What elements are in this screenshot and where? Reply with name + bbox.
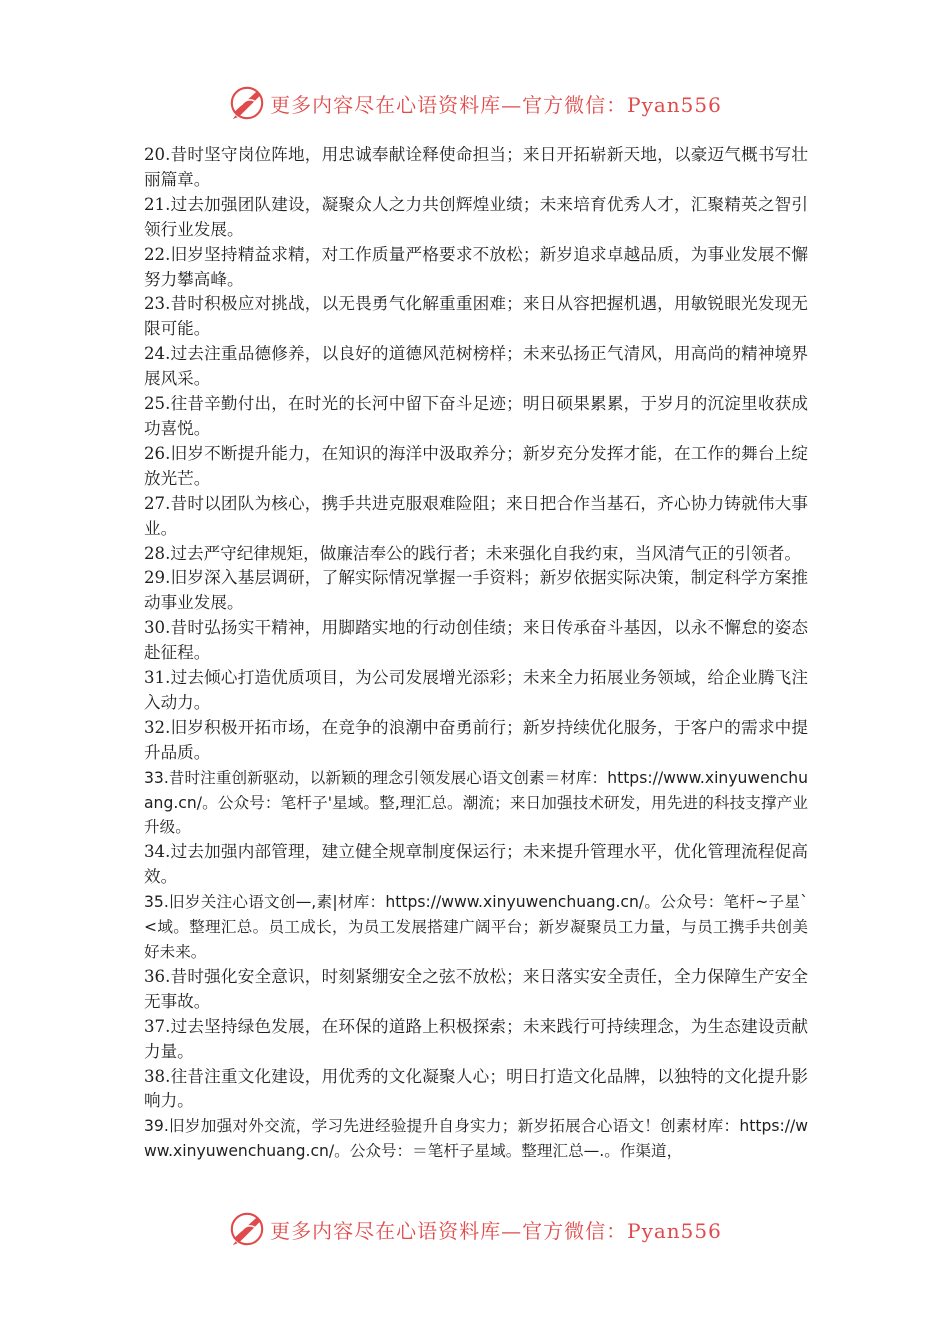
list-item: 26.旧岁不断提升能力，在知识的海洋中汲取养分；新岁充分发挥才能，在工作的舞台上绽放光芒。	[144, 443, 808, 488]
list-item: 38.往昔注重文化建设，用优秀的文化凝聚人心；明日打造文化品牌，以独特的文化提升影响力。	[144, 1066, 808, 1111]
list-item: 32.旧岁积极开拓市场，在竞争的浪潮中奋勇前行；新岁持续优化服务，于客户的需求中提升品质。	[144, 717, 808, 762]
list-item: 39.旧岁加强对外交流，学习先进经验提升自身实力；新岁拓展合心语文！创素材库：https://www.xinyuwenchuang.cn/。公众号：＝笔杆子星域。整理汇总—.。作渠道，	[144, 1117, 808, 1161]
footer-banner-text: 更多内容尽在心语资料库—官方微信：Pyan556	[270, 1218, 722, 1243]
list-item: 35.旧岁关注心语文创—,素|材库：https://www.xinyuwenchuang.cn/。公众号：笔杆~子星`<域。整理汇总。员工成长，为员工发展搭建广阔平台；新岁凝聚员工力量，与员工携手共创美好未来。	[144, 893, 808, 961]
pen-logo-icon	[228, 84, 266, 122]
list-item: 33.昔时注重创新驱动，以新颖的理念引领发展心语文创素＝材库：https://www.xinyuwenchuang.cn/。公众号：笔杆子'星域。整,理汇总。潮流；来日加强技术研发，用先进的科技支撑产业升级。	[144, 768, 808, 837]
list-item: 23.昔时积极应对挑战，以无畏勇气化解重重困难；来日从容把握机遇，用敏锐眼光发现无限可能。	[144, 294, 808, 339]
list-item: 36.昔时强化安全意识，时刻紧绷安全之弦不放松；来日落实安全责任，全力保障生产安全无事故。	[144, 966, 808, 1011]
list-item: 31.过去倾心打造优质项目，为公司发展增光添彩；未来全力拓展业务领域，给企业腾飞注入动力。	[144, 668, 808, 712]
list-item: 27.昔时以团队为核心，携手共进克服艰难险阻；来日把合作当基石，齐心协力铸就伟大事业。	[144, 493, 808, 538]
list-item: 37.过去坚持绿色发展，在环保的道路上积极探索；未来践行可持续理念，为生态建设贡献力量。	[144, 1016, 808, 1061]
list-item: 25.往昔辛勤付出，在时光的长河中留下奋斗足迹；明日硕果累累，于岁月的沉淀里收获成功喜悦。	[144, 394, 808, 438]
header-banner	[0, 83, 950, 123]
list-item: 24.过去注重品德修养，以良好的道德风范树榜样；未来弘扬正气清风，用高尚的精神境界展风采。	[144, 344, 808, 389]
pen-logo-icon	[228, 1210, 266, 1248]
list-item: 21.过去加强团队建设，凝聚众人之力共创辉煌业绩；未来培育优秀人才，汇聚精英之智引领行业发展。	[144, 194, 808, 239]
list-item: 28.过去严守纪律规矩，做廉洁奉公的践行者；未来强化自我约束，当风清气正的引领者。	[144, 543, 801, 563]
document-body	[144, 143, 808, 1164]
list-item: 30.昔时弘扬实干精神，用脚踏实地的行动创佳绩；来日传承奋斗基因，以永不懈怠的姿态赴征程。	[144, 618, 808, 663]
list-item: 20.昔时坚守岗位阵地，用忠诚奉献诠释使命担当；来日开拓崭新天地，以豪迈气概书写壮丽篇章。	[144, 145, 808, 189]
list-item: 34.过去加强内部管理，建立健全规章制度保运行；未来提升管理水平，优化管理流程促高效。	[144, 842, 808, 887]
list-item: 29.旧岁深入基层调研，了解实际情况掌握一手资料；新岁依据实际决策，制定科学方案推动事业发展。	[144, 568, 808, 613]
list-item: 22.旧岁坚持精益求精，对工作质量严格要求不放松；新岁追求卓越品质，为事业发展不懈努力攀高峰。	[144, 244, 808, 289]
header-banner-text: 更多内容尽在心语资料库—官方微信：Pyan556	[270, 92, 722, 117]
footer-banner	[0, 1209, 950, 1249]
